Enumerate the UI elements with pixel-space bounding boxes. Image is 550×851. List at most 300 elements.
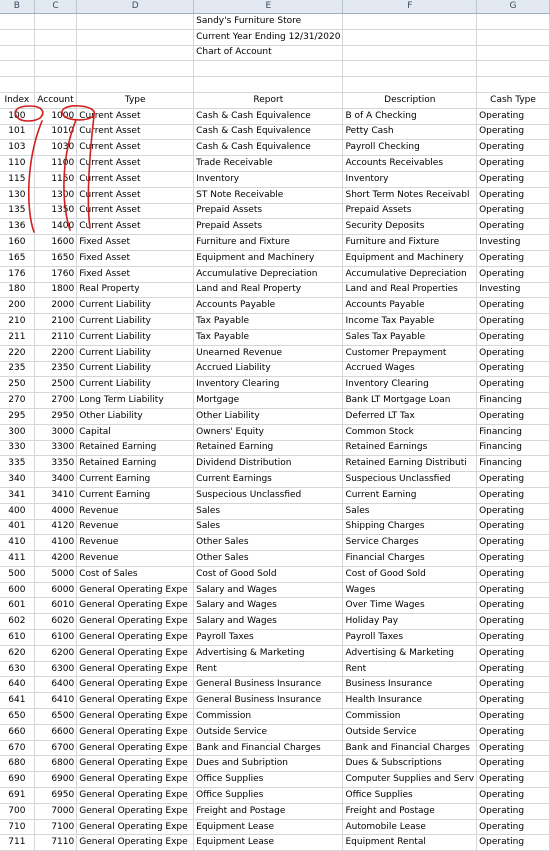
cell-index[interactable]: 136	[0, 219, 34, 235]
cell-index[interactable]: 200	[0, 298, 34, 314]
cell-type[interactable]: Current Asset	[77, 124, 194, 140]
cell-report[interactable]: Accounts Payable	[194, 298, 343, 314]
header-report[interactable]: Report	[194, 92, 343, 108]
cell-description[interactable]: Advertising & Marketing	[343, 645, 477, 661]
cell-index[interactable]: 165	[0, 250, 34, 266]
cell-account[interactable]: 4000	[34, 503, 77, 519]
cell-cash-type[interactable]: Operating	[477, 803, 550, 819]
cell-account[interactable]: 3000	[34, 424, 77, 440]
cell-index[interactable]: 710	[0, 819, 34, 835]
cell-cash-type[interactable]: Operating	[477, 582, 550, 598]
cell-report[interactable]: Suspecious Unclassfied	[194, 487, 343, 503]
cell-cash-type[interactable]: Operating	[477, 614, 550, 630]
cell-description[interactable]: Retained Earning Distributi	[343, 456, 477, 472]
cell-cash-type[interactable]: Operating	[477, 645, 550, 661]
cell-type[interactable]: General Operating Expe	[77, 677, 194, 693]
cell-type[interactable]: Current Asset	[77, 140, 194, 156]
cell-description[interactable]: Office Supplies	[343, 788, 477, 804]
cell-index[interactable]: 220	[0, 345, 34, 361]
cell-type[interactable]: General Operating Expe	[77, 661, 194, 677]
cell-account[interactable]: 1000	[34, 108, 77, 124]
cell-description[interactable]: Computer Supplies and Serv	[343, 772, 477, 788]
cell-account[interactable]: 6600	[34, 724, 77, 740]
cell-index[interactable]: 101	[0, 124, 34, 140]
cell-index[interactable]: 690	[0, 772, 34, 788]
cell-type[interactable]: General Operating Expe	[77, 645, 194, 661]
cell-index[interactable]: 340	[0, 472, 34, 488]
cell-index[interactable]: 130	[0, 187, 34, 203]
cell-description[interactable]: Dues & Subscriptions	[343, 756, 477, 772]
column-header-e[interactable]: E	[194, 0, 343, 14]
cell-index[interactable]: 295	[0, 408, 34, 424]
cell-account[interactable]: 1100	[34, 156, 77, 172]
cell-type[interactable]: General Operating Expe	[77, 630, 194, 646]
cell-description[interactable]: Common Stock	[343, 424, 477, 440]
cell-account[interactable]: 3410	[34, 487, 77, 503]
cell-type[interactable]: Current Liability	[77, 345, 194, 361]
cell-report[interactable]: Salary and Wages	[194, 598, 343, 614]
cell-report[interactable]: Bank and Financial Charges	[194, 740, 343, 756]
cell-account[interactable]: 2950	[34, 408, 77, 424]
cell-type[interactable]: Current Earning	[77, 472, 194, 488]
cell-type[interactable]: General Operating Expe	[77, 598, 194, 614]
cell-report[interactable]: General Business Insurance	[194, 693, 343, 709]
cell-cash-type[interactable]: Operating	[477, 472, 550, 488]
table-row	[0, 503, 550, 519]
cell-description[interactable]: Deferred LT Tax	[343, 408, 477, 424]
cell-description[interactable]: Furniture and Fixture	[343, 235, 477, 251]
cell-type[interactable]: Current Asset	[77, 108, 194, 124]
cell-type[interactable]: Current Liability	[77, 377, 194, 393]
cell-account[interactable]: 2200	[34, 345, 77, 361]
cell-cash-type[interactable]: Financing	[477, 393, 550, 409]
cell-report[interactable]: Land and Real Property	[194, 282, 343, 298]
cell-index[interactable]: 100	[0, 108, 34, 124]
cell-type[interactable]: General Operating Expe	[77, 803, 194, 819]
cell-index[interactable]: 180	[0, 282, 34, 298]
cell-cash-type[interactable]: Investing	[477, 235, 550, 251]
cell-type[interactable]: Current Asset	[77, 156, 194, 172]
cell-account[interactable]: 1800	[34, 282, 77, 298]
cell-description[interactable]: Bank LT Mortgage Loan	[343, 393, 477, 409]
cell-description[interactable]: Health Insurance	[343, 693, 477, 709]
cell-type[interactable]: Cost of Sales	[77, 566, 194, 582]
cell-description[interactable]: Accounts Payable	[343, 298, 477, 314]
cell-report[interactable]: Cash & Cash Equivalence	[194, 108, 343, 124]
cell-cash-type[interactable]: Operating	[477, 298, 550, 314]
cell-index[interactable]: 400	[0, 503, 34, 519]
cell-type[interactable]: Current Liability	[77, 361, 194, 377]
cell-report[interactable]: ST Note Receivable	[194, 187, 343, 203]
cell-index[interactable]: 160	[0, 235, 34, 251]
cell-account[interactable]: 6000	[34, 582, 77, 598]
cell-account[interactable]: 2000	[34, 298, 77, 314]
cell-report[interactable]: Office Supplies	[194, 772, 343, 788]
cell-index[interactable]: 620	[0, 645, 34, 661]
cell-cash-type[interactable]: Operating	[477, 140, 550, 156]
cell-account[interactable]: 5000	[34, 566, 77, 582]
cell-type[interactable]: Fixed Asset	[77, 250, 194, 266]
cell-cash-type[interactable]: Operating	[477, 519, 550, 535]
cell-cash-type[interactable]: Operating	[477, 408, 550, 424]
cell-report[interactable]: Other Liability	[194, 408, 343, 424]
store-name-cell[interactable]: Sandy's Furniture Store	[194, 14, 343, 30]
cell-cash-type[interactable]: Operating	[477, 740, 550, 756]
cell-type[interactable]: Revenue	[77, 503, 194, 519]
cell-type[interactable]: Capital	[77, 424, 194, 440]
cell-account[interactable]: 1760	[34, 266, 77, 282]
cell-description[interactable]: Over Time Wages	[343, 598, 477, 614]
cell-type[interactable]: Fixed Asset	[77, 235, 194, 251]
cell-report[interactable]: Cash & Cash Equivalence	[194, 124, 343, 140]
cell-cash-type[interactable]: Operating	[477, 551, 550, 567]
cell-report[interactable]: Prepaid Assets	[194, 203, 343, 219]
cell-account[interactable]: 2700	[34, 393, 77, 409]
cell-account[interactable]: 2110	[34, 329, 77, 345]
cell-index[interactable]: 300	[0, 424, 34, 440]
cell-cash-type[interactable]: Financing	[477, 424, 550, 440]
cell-account[interactable]: 6100	[34, 630, 77, 646]
cell-type[interactable]: General Operating Expe	[77, 756, 194, 772]
cell-report[interactable]: Cost of Good Sold	[194, 566, 343, 582]
cell-description[interactable]: Equipment Rental	[343, 835, 477, 851]
cell-index[interactable]: 650	[0, 709, 34, 725]
cell-account[interactable]: 2500	[34, 377, 77, 393]
cell-index[interactable]: 210	[0, 314, 34, 330]
cell-index[interactable]: 235	[0, 361, 34, 377]
cell-cash-type[interactable]: Operating	[477, 156, 550, 172]
cell-description[interactable]: Income Tax Payable	[343, 314, 477, 330]
cell-account[interactable]: 3350	[34, 456, 77, 472]
header-account[interactable]: Account	[34, 92, 77, 108]
cell-report[interactable]: Equipment Lease	[194, 819, 343, 835]
cell-report[interactable]: Cash & Cash Equivalence	[194, 140, 343, 156]
cell-description[interactable]: Financial Charges	[343, 551, 477, 567]
cell-cash-type[interactable]: Operating	[477, 250, 550, 266]
cell-type[interactable]: General Operating Expe	[77, 582, 194, 598]
cell-description[interactable]: Current Earning	[343, 487, 477, 503]
cell-account[interactable]: 6300	[34, 661, 77, 677]
cell-description[interactable]: Automobile Lease	[343, 819, 477, 835]
cell-cash-type[interactable]: Operating	[477, 503, 550, 519]
cell-report[interactable]: Equipment Lease	[194, 835, 343, 851]
cell-index[interactable]: 691	[0, 788, 34, 804]
cell-cash-type[interactable]: Operating	[477, 835, 550, 851]
cell-report[interactable]: Commission	[194, 709, 343, 725]
cell-description[interactable]: Accumulative Depreciation	[343, 266, 477, 282]
cell-description[interactable]: Bank and Financial Charges	[343, 740, 477, 756]
cell-account[interactable]: 6010	[34, 598, 77, 614]
cell-cash-type[interactable]: Operating	[477, 187, 550, 203]
cell-description[interactable]: Suspecious Unclassfied	[343, 472, 477, 488]
cell-index[interactable]: 670	[0, 740, 34, 756]
cell-type[interactable]: Revenue	[77, 535, 194, 551]
cell-description[interactable]: Holiday Pay	[343, 614, 477, 630]
cell-cash-type[interactable]: Operating	[477, 709, 550, 725]
column-header-b[interactable]: B	[0, 0, 34, 14]
header-type[interactable]: Type	[77, 92, 194, 108]
cell-report[interactable]: Inventory	[194, 171, 343, 187]
cell-type[interactable]: Current Asset	[77, 203, 194, 219]
cell-type[interactable]: Long Term Liability	[77, 393, 194, 409]
cell-report[interactable]: Tax Payable	[194, 329, 343, 345]
cell-account[interactable]: 4100	[34, 535, 77, 551]
cell-description[interactable]: B of A Checking	[343, 108, 477, 124]
cell-index[interactable]: 176	[0, 266, 34, 282]
cell-cash-type[interactable]: Operating	[477, 677, 550, 693]
cell-report[interactable]: General Business Insurance	[194, 677, 343, 693]
cell-report[interactable]: Unearned Revenue	[194, 345, 343, 361]
header-cash-type[interactable]: Cash Type	[477, 92, 550, 108]
cell-report[interactable]: Outside Service	[194, 724, 343, 740]
cell-type[interactable]: Revenue	[77, 519, 194, 535]
cell-type[interactable]: Current Liability	[77, 314, 194, 330]
cell-description[interactable]: Shipping Charges	[343, 519, 477, 535]
cell-report[interactable]: Dividend Distribution	[194, 456, 343, 472]
cell-index[interactable]: 640	[0, 677, 34, 693]
cell-cash-type[interactable]: Operating	[477, 124, 550, 140]
cell-type[interactable]: Real Property	[77, 282, 194, 298]
cell-cash-type[interactable]: Operating	[477, 361, 550, 377]
cell-description[interactable]: Petty Cash	[343, 124, 477, 140]
cell-type[interactable]: Current Liability	[77, 298, 194, 314]
cell-account[interactable]: 6410	[34, 693, 77, 709]
cell-index[interactable]: 641	[0, 693, 34, 709]
cell-index[interactable]: 680	[0, 756, 34, 772]
cell-description[interactable]: Inventory	[343, 171, 477, 187]
column-header-f[interactable]: F	[343, 0, 477, 14]
cell-index[interactable]: 410	[0, 535, 34, 551]
cell-account[interactable]: 7100	[34, 819, 77, 835]
cell-type[interactable]: Retained Earning	[77, 456, 194, 472]
cell-type[interactable]: Fixed Asset	[77, 266, 194, 282]
sheet-title-cell[interactable]: Chart of Account	[194, 45, 343, 61]
cell-index[interactable]: 270	[0, 393, 34, 409]
cell-index[interactable]: 103	[0, 140, 34, 156]
cell-account[interactable]: 6200	[34, 645, 77, 661]
cell-report[interactable]: Inventory Clearing	[194, 377, 343, 393]
cell-type[interactable]: Current Earning	[77, 487, 194, 503]
cell-type[interactable]: Current Asset	[77, 187, 194, 203]
cell-account[interactable]: 1350	[34, 203, 77, 219]
cell-description[interactable]: Equipment and Machinery	[343, 250, 477, 266]
cell-index[interactable]: 401	[0, 519, 34, 535]
cell-report[interactable]: Salary and Wages	[194, 582, 343, 598]
cell-report[interactable]: Retained Earning	[194, 440, 343, 456]
cell-index[interactable]: 600	[0, 582, 34, 598]
cell-cash-type[interactable]: Operating	[477, 108, 550, 124]
cell-description[interactable]: Short Term Notes Receivabl	[343, 187, 477, 203]
cell-type[interactable]: General Operating Expe	[77, 788, 194, 804]
cell-account[interactable]: 1300	[34, 187, 77, 203]
cell-type[interactable]: General Operating Expe	[77, 709, 194, 725]
cell-cash-type[interactable]: Operating	[477, 661, 550, 677]
cell-description[interactable]: Land and Real Properties	[343, 282, 477, 298]
cell-index[interactable]: 500	[0, 566, 34, 582]
cell-report[interactable]: Salary and Wages	[194, 614, 343, 630]
cell-report[interactable]: Mortgage	[194, 393, 343, 409]
cell-index[interactable]: 411	[0, 551, 34, 567]
cell-description[interactable]: Accrued Wages	[343, 361, 477, 377]
cell-report[interactable]: Furniture and Fixture	[194, 235, 343, 251]
cell-index[interactable]: 341	[0, 487, 34, 503]
cell-account[interactable]: 4200	[34, 551, 77, 567]
cell-report[interactable]: Equipment and Machinery	[194, 250, 343, 266]
cell-report[interactable]: Payroll Taxes	[194, 630, 343, 646]
cell-cash-type[interactable]: Operating	[477, 772, 550, 788]
header-index[interactable]: Index	[0, 92, 34, 108]
cell-description[interactable]: Rent	[343, 661, 477, 677]
cell-report[interactable]: Prepaid Assets	[194, 219, 343, 235]
cell-type[interactable]: General Operating Expe	[77, 740, 194, 756]
cell-account[interactable]: 1150	[34, 171, 77, 187]
cell-account[interactable]: 6700	[34, 740, 77, 756]
cell-index[interactable]: 335	[0, 456, 34, 472]
period-cell[interactable]: Current Year Ending 12/31/2020	[194, 29, 343, 45]
cell-cash-type[interactable]: Operating	[477, 566, 550, 582]
cell-type[interactable]: Revenue	[77, 551, 194, 567]
cell-cash-type[interactable]: Operating	[477, 203, 550, 219]
cell-cash-type[interactable]: Financing	[477, 456, 550, 472]
cell-cash-type[interactable]: Operating	[477, 171, 550, 187]
cell-account[interactable]: 4120	[34, 519, 77, 535]
cell-report[interactable]: Current Earnings	[194, 472, 343, 488]
cell-description[interactable]: Prepaid Assets	[343, 203, 477, 219]
cell-cash-type[interactable]: Investing	[477, 282, 550, 298]
column-header-g[interactable]: G	[477, 0, 550, 14]
cell-cash-type[interactable]: Operating	[477, 598, 550, 614]
cell-type[interactable]: Current Asset	[77, 171, 194, 187]
cell-report[interactable]: Other Sales	[194, 535, 343, 551]
cell-description[interactable]: Sales Tax Payable	[343, 329, 477, 345]
cell-type[interactable]: General Operating Expe	[77, 614, 194, 630]
cell-account[interactable]: 6800	[34, 756, 77, 772]
cell-cash-type[interactable]: Operating	[477, 329, 550, 345]
cell-index[interactable]: 135	[0, 203, 34, 219]
cell-description[interactable]: Payroll Checking	[343, 140, 477, 156]
cell-cash-type[interactable]: Operating	[477, 314, 550, 330]
table-row	[0, 329, 550, 345]
cell-description[interactable]: Freight and Postage	[343, 803, 477, 819]
cell-cash-type[interactable]: Operating	[477, 819, 550, 835]
cell-account[interactable]: 2350	[34, 361, 77, 377]
cell-cash-type[interactable]: Operating	[477, 487, 550, 503]
cell-type[interactable]: Retained Earning	[77, 440, 194, 456]
cell-account[interactable]: 3400	[34, 472, 77, 488]
cell-description[interactable]: Accounts Receivables	[343, 156, 477, 172]
cell-cash-type[interactable]: Operating	[477, 219, 550, 235]
cell-index[interactable]: 601	[0, 598, 34, 614]
cell-cash-type[interactable]: Operating	[477, 788, 550, 804]
cell-account[interactable]: 6900	[34, 772, 77, 788]
blank-row	[0, 61, 550, 77]
cell-type[interactable]: General Operating Expe	[77, 693, 194, 709]
cell-report[interactable]: Tax Payable	[194, 314, 343, 330]
cell-account[interactable]: 6020	[34, 614, 77, 630]
cell-index[interactable]: 610	[0, 630, 34, 646]
cell-cash-type[interactable]: Operating	[477, 266, 550, 282]
cell-index[interactable]: 700	[0, 803, 34, 819]
column-header-d[interactable]: D	[77, 0, 194, 14]
cell-report[interactable]: Owners' Equity	[194, 424, 343, 440]
cell-account[interactable]: 6950	[34, 788, 77, 804]
cell-description[interactable]: Customer Prepayment	[343, 345, 477, 361]
cell-report[interactable]: Accumulative Depreciation	[194, 266, 343, 282]
cell-report[interactable]: Office Supplies	[194, 788, 343, 804]
cell-description[interactable]: Payroll Taxes	[343, 630, 477, 646]
cell-description[interactable]: Commission	[343, 709, 477, 725]
cell-description[interactable]: Cost of Good Sold	[343, 566, 477, 582]
cell-cash-type[interactable]: Operating	[477, 693, 550, 709]
cell-index[interactable]: 110	[0, 156, 34, 172]
cell-account[interactable]: 1650	[34, 250, 77, 266]
cell-report[interactable]: Trade Receivable	[194, 156, 343, 172]
cell-cash-type[interactable]: Operating	[477, 630, 550, 646]
cell-report[interactable]: Other Sales	[194, 551, 343, 567]
cell-account[interactable]: 2100	[34, 314, 77, 330]
cell-type[interactable]: Current Liability	[77, 329, 194, 345]
cell-account[interactable]: 7000	[34, 803, 77, 819]
cell-description[interactable]: Retained Earnings	[343, 440, 477, 456]
cell-cash-type[interactable]: Operating	[477, 724, 550, 740]
cell-index[interactable]: 115	[0, 171, 34, 187]
cell-type[interactable]: Current Asset	[77, 219, 194, 235]
cell-report[interactable]: Freight and Postage	[194, 803, 343, 819]
cell-type[interactable]: Other Liability	[77, 408, 194, 424]
cell-account[interactable]: 6400	[34, 677, 77, 693]
cell-cash-type[interactable]: Operating	[477, 756, 550, 772]
cell-type[interactable]: General Operating Expe	[77, 772, 194, 788]
cell-index[interactable]: 330	[0, 440, 34, 456]
cell-account[interactable]: 6500	[34, 709, 77, 725]
header-description[interactable]: Description	[343, 92, 477, 108]
cell-index[interactable]: 660	[0, 724, 34, 740]
cell-index[interactable]: 602	[0, 614, 34, 630]
cell-account[interactable]: 1600	[34, 235, 77, 251]
cell-account[interactable]: 1400	[34, 219, 77, 235]
cell-report[interactable]: Sales	[194, 503, 343, 519]
cell-report[interactable]: Sales	[194, 519, 343, 535]
cell-description[interactable]: Wages	[343, 582, 477, 598]
cell-account[interactable]: 1030	[34, 140, 77, 156]
cell-type[interactable]: General Operating Expe	[77, 819, 194, 835]
cell-cash-type[interactable]: Operating	[477, 535, 550, 551]
cell-description[interactable]: Service Charges	[343, 535, 477, 551]
cell-index[interactable]: 250	[0, 377, 34, 393]
cell-cash-type[interactable]: Financing	[477, 440, 550, 456]
column-header-c[interactable]: C	[34, 0, 77, 14]
cell-report[interactable]: Dues and Subription	[194, 756, 343, 772]
cell-account[interactable]: 3300	[34, 440, 77, 456]
cell-index[interactable]: 630	[0, 661, 34, 677]
cell-description[interactable]: Security Deposits	[343, 219, 477, 235]
cell-report[interactable]: Advertising & Marketing	[194, 645, 343, 661]
cell-cash-type[interactable]: Operating	[477, 345, 550, 361]
cell-cash-type[interactable]: Operating	[477, 377, 550, 393]
cell-account[interactable]: 1010	[34, 124, 77, 140]
cell-description[interactable]: Outside Service	[343, 724, 477, 740]
cell-account[interactable]: 7110	[34, 835, 77, 851]
cell-report[interactable]: Accrued Liability	[194, 361, 343, 377]
cell-description[interactable]: Inventory Clearing	[343, 377, 477, 393]
cell-type[interactable]: General Operating Expe	[77, 835, 194, 851]
cell-index[interactable]: 211	[0, 329, 34, 345]
cell-report[interactable]: Rent	[194, 661, 343, 677]
cell-description[interactable]: Sales	[343, 503, 477, 519]
cell-description[interactable]: Business Insurance	[343, 677, 477, 693]
cell-type[interactable]: General Operating Expe	[77, 724, 194, 740]
cell-index[interactable]: 711	[0, 835, 34, 851]
